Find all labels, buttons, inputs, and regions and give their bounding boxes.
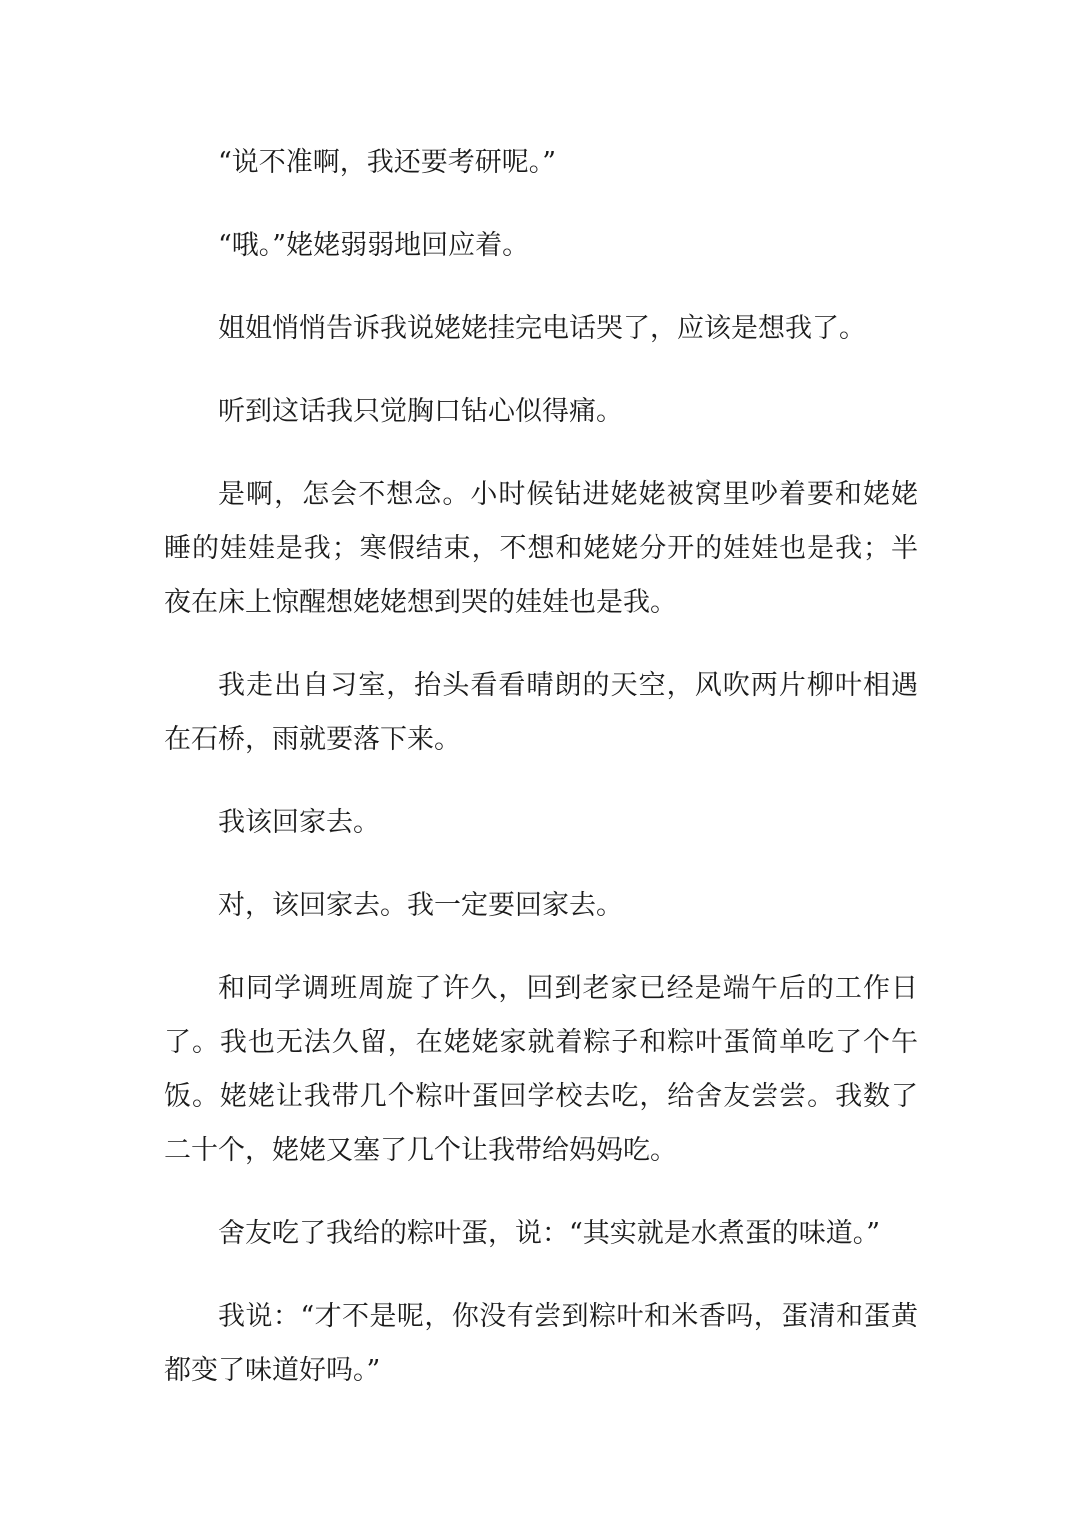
paragraph: “哦。”姥姥弱弱地回应着。 bbox=[218, 230, 530, 261]
paragraph: 舍友吃了我给的粽叶蛋，说：“其实就是水煮蛋的味道。” bbox=[218, 1218, 881, 1249]
paragraph: 和同学调班周旋了许久，回到老家已经是端午后的工作日了。我也无法久留，在姥姥家就着粽子和粽叶蛋简单吃了个午饭。姥姥让我带几个粽叶蛋回学校去吃，给舍友尝尝。我数了二十个，姥姥又塞了几个让我带给妈妈吃。 bbox=[164, 973, 918, 1166]
paragraph: 我说：“才不是呢，你没有尝到粽叶和米香吗，蛋清和蛋黄都变了味道好吗。” bbox=[164, 1301, 918, 1386]
paragraph: 对，该回家去。我一定要回家去。 bbox=[218, 890, 623, 921]
paragraph: 是啊，怎会不想念。小时候钻进姥姥被窝里吵着要和姥姥睡的娃娃是我；寒假结束，不想和姥姥分开的娃娃也是我；半夜在床上惊醒想姥姥想到哭的娃娃也是我。 bbox=[164, 479, 918, 618]
paragraph: 我该回家去。 bbox=[218, 807, 380, 838]
paragraph: 姐姐悄悄告诉我说姥姥挂完电话哭了，应该是想我了。 bbox=[218, 313, 866, 344]
paragraph: 听到这话我只觉胸口钻心似得痛。 bbox=[218, 396, 623, 427]
paragraph: “说不准啊，我还要考研呢。” bbox=[218, 147, 557, 178]
document-body bbox=[164, 136, 918, 1427]
paragraph: 我走出自习室，抬头看看晴朗的天空，风吹两片柳叶相遇在石桥，雨就要落下来。 bbox=[164, 670, 918, 755]
